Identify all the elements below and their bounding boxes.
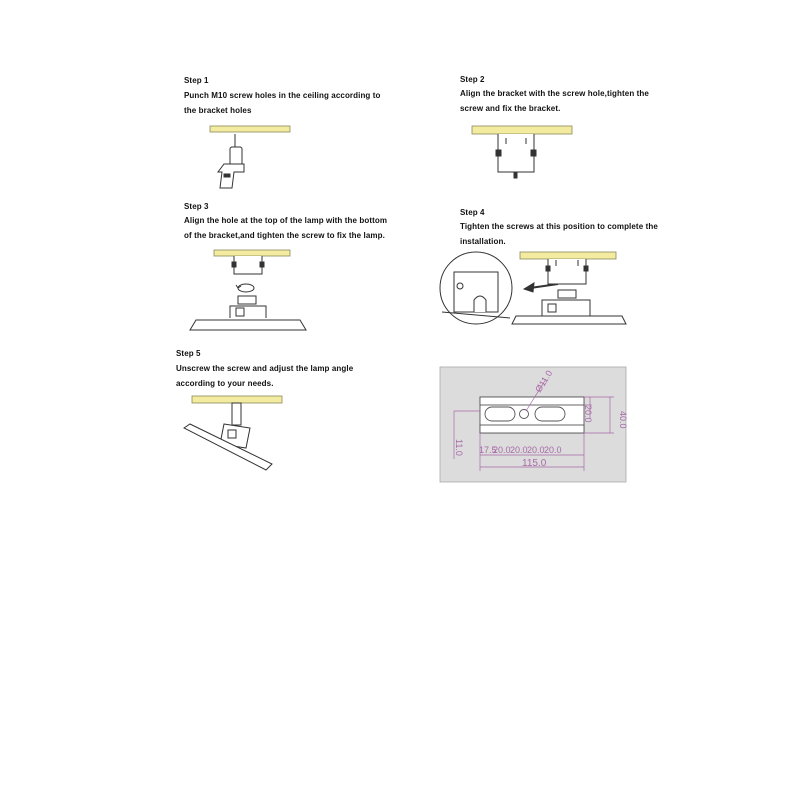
step2-text: Align the bracket with the screw hole,tighten the screw and fix the bracket. (460, 89, 649, 113)
ceiling-bar (210, 126, 290, 132)
step1-drill-figure (200, 122, 300, 192)
seg3-label: 20.0 (510, 445, 528, 455)
step3-text: Align the hole at the top of the lamp with the bottom of the bracket,and tighten the screw to fix the lamp. (184, 216, 388, 240)
lamp-icon (190, 296, 306, 330)
step4-title: Step 4 (460, 208, 485, 217)
height-label: 40.0 (618, 411, 628, 429)
drill-icon (218, 147, 244, 188)
step4-text: Tighten the screws at this position to complete the installation. (460, 222, 658, 246)
left-offset-label: 11.0 (454, 439, 464, 456)
seg1-label: 17.5 (479, 445, 497, 455)
seg2-label: 20.0 (493, 445, 511, 455)
lamp-icon (512, 290, 626, 324)
bracket-icon (232, 403, 241, 425)
step5-adjust-figure (180, 394, 290, 474)
step5-title: Step 5 (176, 349, 201, 358)
bracket-plate (480, 397, 584, 433)
tilted-lamp-icon (184, 424, 272, 470)
hole-diameter-label: Ø11.0 (533, 368, 555, 395)
ceiling-bar (192, 396, 282, 403)
bracket-icon (546, 259, 588, 284)
ceiling-bar (520, 252, 616, 259)
total-width-label: 115.0 (522, 458, 547, 469)
step5-text: Unscrew the screw and adjust the lamp angle according to your needs. (176, 364, 354, 388)
zoom-detail-icon (440, 252, 512, 324)
step2-title: Step 2 (460, 75, 485, 84)
step2-bracket-figure (468, 122, 578, 182)
seg5-label: 20.0 (544, 445, 562, 455)
bracket-icon (496, 134, 536, 178)
step1-text: Punch M10 screw holes in the ceiling according to the bracket holes (184, 91, 381, 115)
ceiling-bar (472, 126, 572, 134)
step4-install-figure (438, 250, 628, 330)
step3-title: Step 3 (184, 202, 209, 211)
bracket-dimension-drawing (440, 367, 626, 482)
bracket-icon (232, 256, 264, 274)
ceiling-bar (214, 250, 290, 256)
rotate-arrow-icon (236, 284, 254, 292)
step3-lamp-figure (186, 248, 306, 334)
step1-title: Step 1 (184, 76, 209, 85)
inner-height-label: 20.0 (583, 405, 593, 423)
seg4-label: 20.0 (527, 445, 545, 455)
